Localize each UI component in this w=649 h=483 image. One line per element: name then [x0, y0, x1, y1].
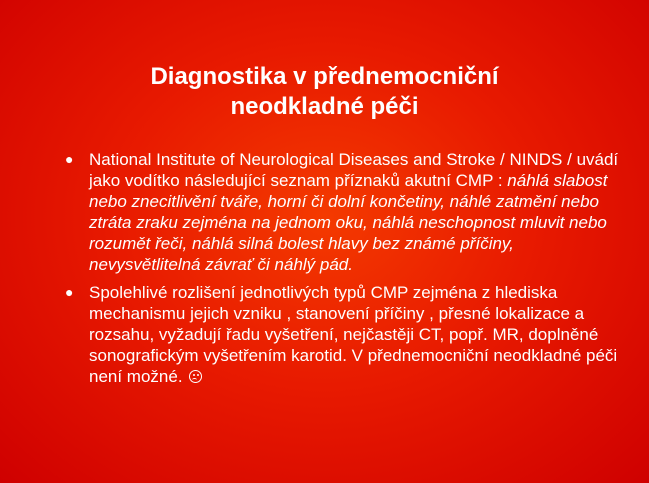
bullet-text-italic: náhlá slabost nebo znecitlivění tváře, horní či dolní končetiny, náhlé zatmění nebo ztráta zraku zejména na jednom oku, náhlá neschopnost mluvit nebo rozumět řeči, náhlá silná bolest hlavy bez známé příčiny, nevysvětlitelná závrať či náhlý pád.: [89, 171, 608, 274]
slide-content: [62, 149, 622, 394]
bullet-text: Spolehlivé rozlišení jednotlivých typů CMP zejména z hlediska mechanismu jejich vzniku , stanovení příčiny , přesné lokalizace a rozsahu, vyžadují řadu vyšetření, nejčastěji CT, popř. MR, doplněné sonografickým vyšetřením karotid. V přednemocniční neodkladné péči není možné.: [89, 283, 618, 386]
slide-title-line-1: Diagnostika v přednemocniční: [150, 63, 499, 90]
bullet-marker: ●: [65, 151, 74, 167]
bullet-item-diagnosis: [62, 282, 622, 387]
sad-face-icon: [189, 370, 202, 383]
bullet-marker: ●: [65, 284, 74, 300]
bullet-text: National Institute of Neurological Diseases and Stroke / NINDS / uvádí jako vodítko následující seznam příznaků akutní CMP :: [89, 150, 619, 190]
bullet-item-ninds: [62, 149, 622, 275]
slide-title-line-2: neodkladné péči: [230, 93, 419, 120]
slide-title: [0, 62, 649, 122]
